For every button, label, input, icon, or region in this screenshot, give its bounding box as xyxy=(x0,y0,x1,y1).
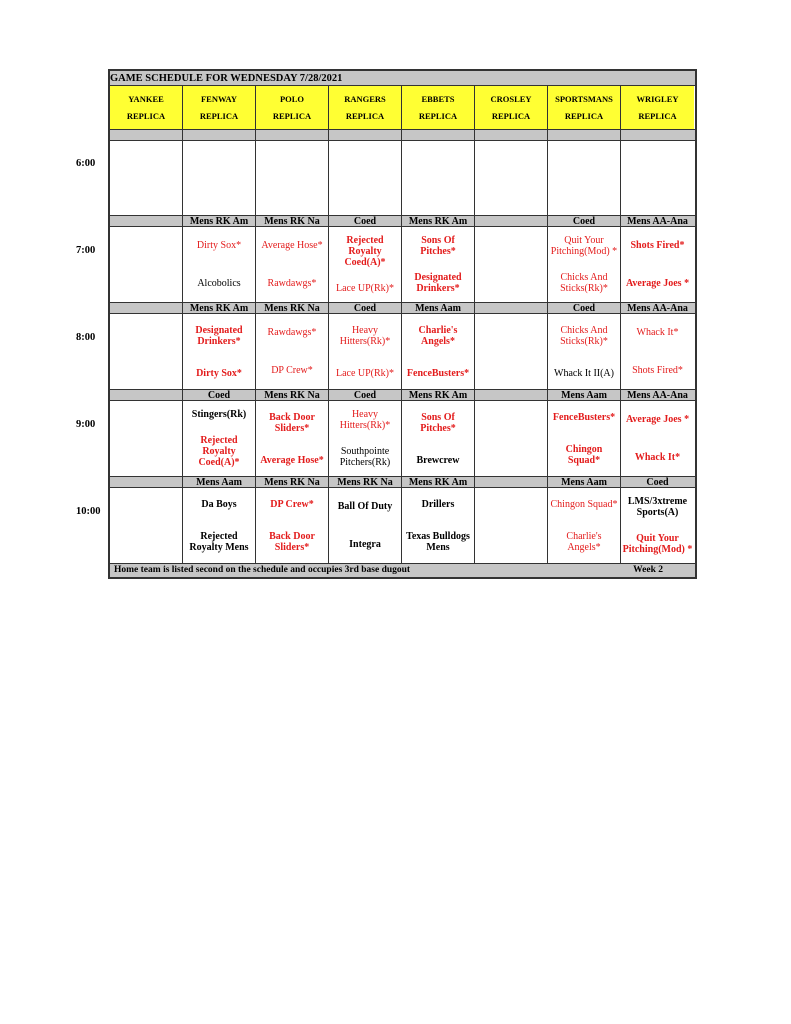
field-header-cell xyxy=(183,86,256,129)
field-subtitle: REPLICA xyxy=(199,111,239,122)
game-cell xyxy=(256,401,329,476)
division-cell xyxy=(110,303,183,313)
division-cell xyxy=(110,390,183,400)
home-team: Back Door Sliders* xyxy=(269,530,315,553)
game-cell xyxy=(183,401,256,476)
home-team: Lace UP(Rk)* xyxy=(335,283,395,295)
game-cell xyxy=(183,488,256,563)
away-team: Da Boys xyxy=(201,498,237,510)
away-team: Average Hose* xyxy=(261,240,323,252)
away-team: Dirty Sox* xyxy=(196,240,242,252)
field-header-row xyxy=(110,86,695,130)
game-cell xyxy=(548,488,621,563)
away-team: Quit Your Pitching(Mod) * xyxy=(550,234,618,257)
game-cell xyxy=(256,488,329,563)
field-name: SPORTSMANS xyxy=(555,93,613,104)
away-team: Whack It* xyxy=(636,327,679,339)
game-cell xyxy=(621,314,694,389)
home-team: Charlie's Angels* xyxy=(566,530,602,553)
game-cell xyxy=(183,314,256,389)
home-team: Brewcrew xyxy=(416,454,460,466)
home-team: Average Hose* xyxy=(260,454,324,466)
field-subtitle: REPLICA xyxy=(272,111,312,122)
home-team: Average Joes * xyxy=(625,277,690,289)
home-team: Southpointe Pitchers(Rk) xyxy=(339,446,391,469)
time-label: 9:00 xyxy=(76,419,96,430)
division-cell xyxy=(475,477,548,487)
spacer-cell xyxy=(329,130,402,140)
time-label: 8:00 xyxy=(76,332,96,343)
field-subtitle: REPLICA xyxy=(126,111,166,122)
division-cell: Mens RK Na xyxy=(256,390,329,400)
home-team: Rejected Royalty Mens xyxy=(189,530,249,553)
division-cell: Mens RK Am xyxy=(183,216,256,226)
away-team: Charlie's Angels* xyxy=(418,324,458,347)
division-row xyxy=(110,303,695,314)
away-team: Rejected Royalty Coed(A)* xyxy=(344,234,386,268)
game-cell xyxy=(475,401,548,476)
field-name: RANGERS xyxy=(344,93,386,104)
away-team: Chingon Squad* xyxy=(550,498,618,510)
empty-cell xyxy=(621,141,694,215)
home-team: FenceBusters* xyxy=(406,367,470,379)
schedule-table xyxy=(108,69,697,579)
field-name: FENWAY xyxy=(200,93,238,104)
game-cell xyxy=(110,314,183,389)
division-row xyxy=(110,216,695,227)
away-team: Heavy Hitters(Rk)* xyxy=(339,408,391,431)
division-cell: Mens RK Na xyxy=(256,477,329,487)
spacer-cell xyxy=(183,130,256,140)
division-cell: Coed xyxy=(183,390,256,400)
game-cell xyxy=(110,488,183,563)
field-name: POLO xyxy=(279,93,305,104)
away-team: Ball Of Duty xyxy=(337,501,393,513)
game-cell xyxy=(256,227,329,302)
empty-cell xyxy=(110,141,183,215)
empty-cell xyxy=(256,141,329,215)
time-label: 6:00 xyxy=(76,158,96,169)
game-cell xyxy=(329,488,402,563)
spacer-cell xyxy=(475,130,548,140)
empty-cell xyxy=(183,141,256,215)
game-row xyxy=(110,401,695,477)
spacer-cell xyxy=(621,130,694,140)
away-team: Stingers(Rk) xyxy=(191,408,247,420)
division-row xyxy=(110,477,695,488)
footer-week: Week 2 xyxy=(633,565,663,575)
division-cell: Coed xyxy=(548,303,621,313)
division-cell: Coed xyxy=(329,390,402,400)
home-team: DP Crew* xyxy=(271,364,313,376)
game-row xyxy=(110,227,695,303)
spacer-cell xyxy=(256,130,329,140)
game-cell xyxy=(548,314,621,389)
away-team: Drillers xyxy=(421,498,455,510)
field-header-cell xyxy=(329,86,402,129)
away-team: Sons Of Pitches* xyxy=(420,411,456,434)
spacer-cell xyxy=(110,130,183,140)
division-cell xyxy=(110,216,183,226)
field-subtitle: REPLICA xyxy=(491,111,531,122)
empty-cell xyxy=(475,141,548,215)
game-row xyxy=(110,488,695,564)
empty-cell xyxy=(329,141,402,215)
spacer-cell xyxy=(402,130,475,140)
away-team: Heavy Hitters(Rk)* xyxy=(339,324,391,347)
division-cell: Mens RK Am xyxy=(402,477,475,487)
empty-cell xyxy=(548,141,621,215)
home-team: Rejected Royalty Coed(A)* xyxy=(198,435,240,469)
field-header-cell xyxy=(548,86,621,129)
field-name: YANKEE xyxy=(128,93,164,104)
away-team: Chicks And Sticks(Rk)* xyxy=(560,324,608,347)
division-cell: Mens AA-Ana xyxy=(627,390,688,400)
field-header-cell xyxy=(402,86,475,129)
home-team: Alcobolics xyxy=(197,277,241,289)
away-team: Rawdawgs* xyxy=(267,327,317,339)
division-cell xyxy=(475,390,548,400)
field-name: EBBETS xyxy=(421,93,455,104)
header-spacer-row xyxy=(110,130,695,141)
game-cell xyxy=(329,314,402,389)
home-team: Whack It II(A) xyxy=(554,367,614,379)
field-subtitle: REPLICA xyxy=(345,111,385,122)
game-cell xyxy=(402,314,475,389)
field-header-cell xyxy=(475,86,548,129)
home-team: Designated Drinkers* xyxy=(414,272,462,295)
home-team: Whack It* xyxy=(634,451,681,463)
game-cell xyxy=(621,401,694,476)
game-cell xyxy=(110,227,183,302)
division-cell: Coed xyxy=(646,477,669,487)
field-header-cell xyxy=(256,86,329,129)
away-team: FenceBusters* xyxy=(552,411,616,423)
schedule-title: GAME SCHEDULE FOR WEDNESDAY 7/28/2021 xyxy=(110,71,695,86)
division-row xyxy=(110,390,695,401)
division-cell: Coed xyxy=(329,216,402,226)
time-label: 7:00 xyxy=(76,245,96,256)
game-cell xyxy=(475,488,548,563)
division-cell: Mens Aam xyxy=(402,303,475,313)
division-cell: Mens Aam xyxy=(183,477,256,487)
division-cell: Mens AA-Ana xyxy=(627,216,688,226)
field-subtitle: REPLICA xyxy=(418,111,458,122)
footer-note: Home team is listed second on the schedule and occupies 3rd base dugout xyxy=(114,565,411,575)
game-cell xyxy=(621,227,694,302)
footer-row xyxy=(110,564,695,577)
game-cell xyxy=(110,401,183,476)
home-team: Texas Bulldogs Mens xyxy=(406,530,470,553)
game-cell xyxy=(475,314,548,389)
away-team: DP Crew* xyxy=(270,498,314,510)
game-cell xyxy=(256,314,329,389)
division-cell xyxy=(475,303,548,313)
game-cell xyxy=(548,227,621,302)
division-cell: Mens RK Am xyxy=(183,303,256,313)
division-cell: Mens Aam xyxy=(548,390,621,400)
field-header-cell xyxy=(110,86,183,129)
game-cell xyxy=(402,488,475,563)
field-header-cell xyxy=(621,86,694,129)
home-team: Integra xyxy=(349,538,381,550)
home-team: Chicks And Sticks(Rk)* xyxy=(560,272,608,295)
game-cell xyxy=(621,488,694,563)
game-cell xyxy=(183,227,256,302)
away-team: Sons Of Pitches* xyxy=(420,234,456,257)
division-cell: Coed xyxy=(548,216,621,226)
away-team: Average Joes * xyxy=(625,414,690,426)
game-cell xyxy=(329,227,402,302)
field-subtitle: REPLICA xyxy=(638,111,677,122)
division-cell xyxy=(475,216,548,226)
away-team: Designated Drinkers* xyxy=(195,324,243,347)
division-cell xyxy=(110,477,183,487)
home-team: Chingon Squad* xyxy=(565,443,603,466)
game-cell xyxy=(329,401,402,476)
home-team: Dirty Sox* xyxy=(196,367,242,379)
game-cell xyxy=(402,401,475,476)
time-label: 10:00 xyxy=(76,506,101,517)
away-team: Back Door Sliders* xyxy=(269,411,315,434)
division-cell: Mens RK Na xyxy=(256,303,329,313)
slot-6pm-row xyxy=(110,141,695,216)
away-team: Shots Fired* xyxy=(630,240,685,252)
home-team: Rawdawgs* xyxy=(267,277,317,289)
home-team: Lace UP(Rk)* xyxy=(335,367,395,379)
field-name: WRIGLEY xyxy=(636,93,679,104)
division-cell: Mens RK Am xyxy=(402,216,475,226)
empty-cell xyxy=(402,141,475,215)
division-cell: Coed xyxy=(329,303,402,313)
away-team: LMS/3xtreme Sports(A) xyxy=(627,495,688,518)
field-subtitle: REPLICA xyxy=(564,111,604,122)
game-row xyxy=(110,314,695,390)
division-cell: Mens Aam xyxy=(548,477,621,487)
division-cell: Mens RK Na xyxy=(329,477,402,487)
game-cell xyxy=(548,401,621,476)
home-team: Quit Your Pitching(Mod) * xyxy=(622,533,693,556)
home-team: Shots Fired* xyxy=(632,364,683,376)
field-name: CROSLEY xyxy=(490,93,532,104)
game-cell xyxy=(402,227,475,302)
spacer-cell xyxy=(548,130,621,140)
division-cell: Mens AA-Ana xyxy=(627,303,688,313)
game-cell xyxy=(475,227,548,302)
division-cell: Mens RK Na xyxy=(256,216,329,226)
division-cell: Mens RK Am xyxy=(402,390,475,400)
